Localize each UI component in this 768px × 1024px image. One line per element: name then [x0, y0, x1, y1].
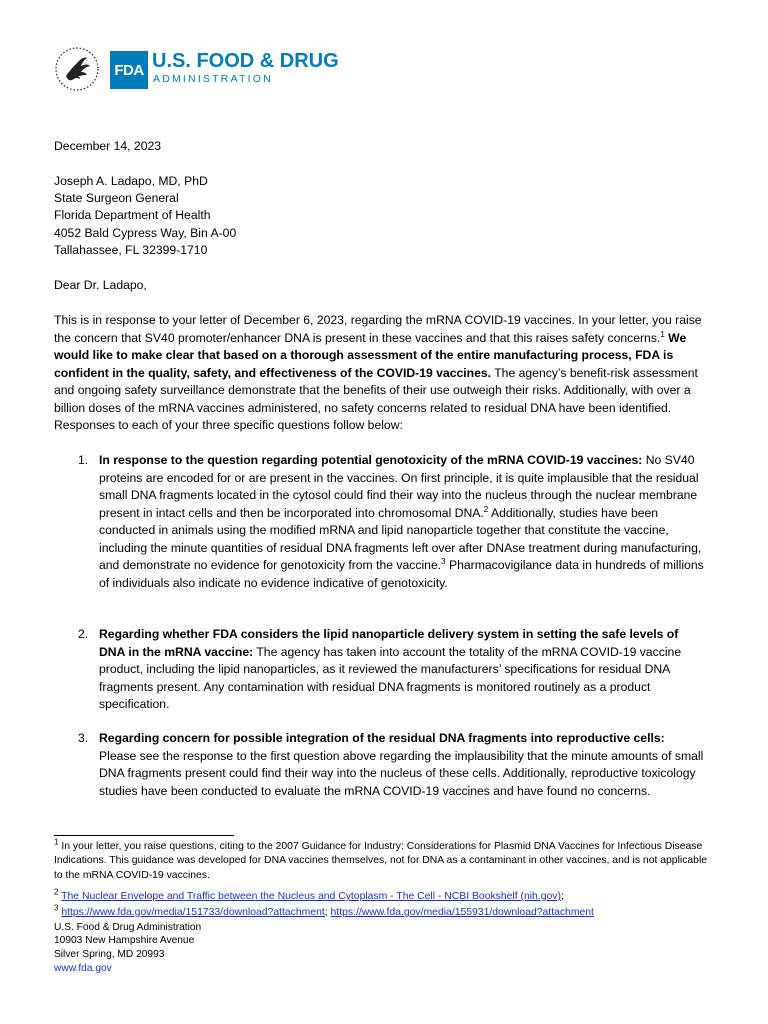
intro-text-1: This is in response to your letter of December 6, 2023, regarding the mRNA COVID-19 vaccines. In your letter, you raise the concern that SV40 promoter/enhancer DNA is present in these vaccines and that this raises safety concerns. — [54, 313, 702, 345]
footnote-1-text: In your letter, you raise questions, citing to the 2007 Guidance for Industry: Considerations for Plasmid DNA Vaccines for Infectious Disease Indications. This guidance was developed for DNA vaccines themselves, not for DNA as a contaminant in other vaccines, and is not applicable to the mRNA COVID-19 vaccines. — [54, 841, 708, 881]
item-3-heading: Regarding concern for possible integration of the residual DNA fragments into reproductive cells: — [99, 731, 665, 745]
item-1-text-a: No SV40 proteins are encoded for or are present in the vaccines. On first principle, it is quite implausible that the residual small DNA fragments located in the cytosol could find their way into the nucleus through the nuclear membrane present in intact cells and then be incorporated into chromosomal DNA. — [99, 453, 699, 520]
footnote-3-link-2[interactable]: https://www.fda.gov/media/155931/download?attachment — [330, 907, 594, 918]
item-1-text-c: Pharmacovigilance data in hundreds of millions of individuals also indicate no evidence indicative of genotoxicity. — [99, 558, 704, 590]
recipient-street: 4052 Bald Cypress Way, Bin A-00 — [54, 226, 237, 240]
letter-date: December 14, 2023 — [54, 139, 162, 153]
fda-subtitle: ADMINISTRATION — [153, 73, 273, 85]
footer-address-line-1: U.S. Food & Drug Administration — [54, 922, 202, 933]
footnote-1-number: 1 — [54, 837, 59, 847]
item-2-text: The agency has taken into account the totality of the mRNA COVID-19 vaccine product, including the lipid nanoparticles, as it reviewed the manufacturers’ specifications for residual DNA fragments present. Any contamination with residual DNA fragments is monitored routinely as a product specification. — [99, 644, 682, 711]
list-item-3 — [99, 730, 704, 800]
footnote-ref-3: 3 — [441, 556, 446, 566]
list-number-1: 1. — [78, 453, 89, 467]
item-1-heading: In response to the question regarding potential genotoxicity of the mRNA COVID-19 vaccines: — [99, 453, 643, 467]
list-item-2 — [99, 626, 704, 714]
item-2-heading: Regarding whether FDA considers the lipid nanoparticle delivery system in setting the safe levels of DNA in the mRNA vaccine: — [99, 627, 679, 659]
footer-address-line-2: 10903 New Hampshire Avenue — [54, 935, 195, 946]
footnote-ref-1: 1 — [660, 329, 665, 339]
footnote-2-tail: ; — [560, 891, 564, 902]
list-number-2: 2. — [78, 627, 89, 641]
footnote-2-number: 2 — [54, 887, 59, 897]
footnote-3 — [54, 903, 714, 920]
item-1-text-b: Additionally, studies have been conducted in animals using the modified mRNA and lipid nanoparticle together that constitute the vaccine, including the minute quantities of residual DNA fragments left over after DNAse treatment during manufacturing, and demonstrate no evidence for genotoxicity from the vaccine. — [99, 505, 702, 572]
footnote-ref-2: 2 — [483, 504, 489, 514]
footnote-1 — [54, 837, 714, 883]
intro-paragraph — [54, 312, 704, 435]
intro-bold: We would like to make clear that based on a thorough assessment of the entire manufacturing process, FDA is confident in the quality, safety, and effectiveness of the COVID-19 vaccines. — [54, 330, 687, 380]
footnote-2-link[interactable]: The Nuclear Envelope and Traffic between the Nucleus and Cytoplasm - The Cell - NCBI Bookshelf (nih.gov) — [61, 891, 561, 902]
intro-text-2: The agency’s benefit-risk assessment and ongoing safety surveillance demonstrate that the benefits of their use outweigh their risks. Additionally, with over a billion doses of the mRNA vaccines administered, no safety concerns related to residual DNA have been identified. Responses to each of your three specific questions follow below: — [54, 365, 698, 432]
recipient-org: Florida Department of Health — [54, 208, 211, 222]
footer-website-link[interactable]: www.fda.gov — [54, 963, 112, 974]
footnote-3-separator: ; — [324, 907, 331, 918]
recipient-name: Joseph A. Ladapo, MD, PhD — [54, 174, 208, 188]
fda-logo-box: FDA — [110, 51, 148, 89]
fda-title: U.S. FOOD & DRUG — [152, 50, 339, 72]
recipient-city: Tallahassee, FL 32399-1710 — [54, 243, 208, 257]
footnote-divider — [54, 835, 234, 836]
recipient-title: State Surgeon General — [54, 191, 179, 205]
footnote-2 — [54, 887, 714, 904]
footnote-3-number: 3 — [54, 903, 59, 913]
list-item-1 — [99, 452, 704, 592]
footnote-3-link-1[interactable]: https://www.fda.gov/media/151733/download?attachment — [61, 907, 325, 918]
item-3-text: Please see the response to the first question above regarding the implausibility that the minute amounts of small DNA fragments present could find their way into the nucleus of these cells. Additionally, reproductive toxicology studies have been conducted to evaluate the mRNA COVID-19 vaccines and have found no concerns. — [99, 748, 704, 798]
list-number-3: 3. — [78, 731, 89, 745]
salutation: Dear Dr. Ladapo, — [54, 278, 147, 292]
footer-address-line-3: Silver Spring, MD 20993 — [54, 949, 165, 960]
hhs-eagle-seal-icon — [54, 46, 100, 92]
